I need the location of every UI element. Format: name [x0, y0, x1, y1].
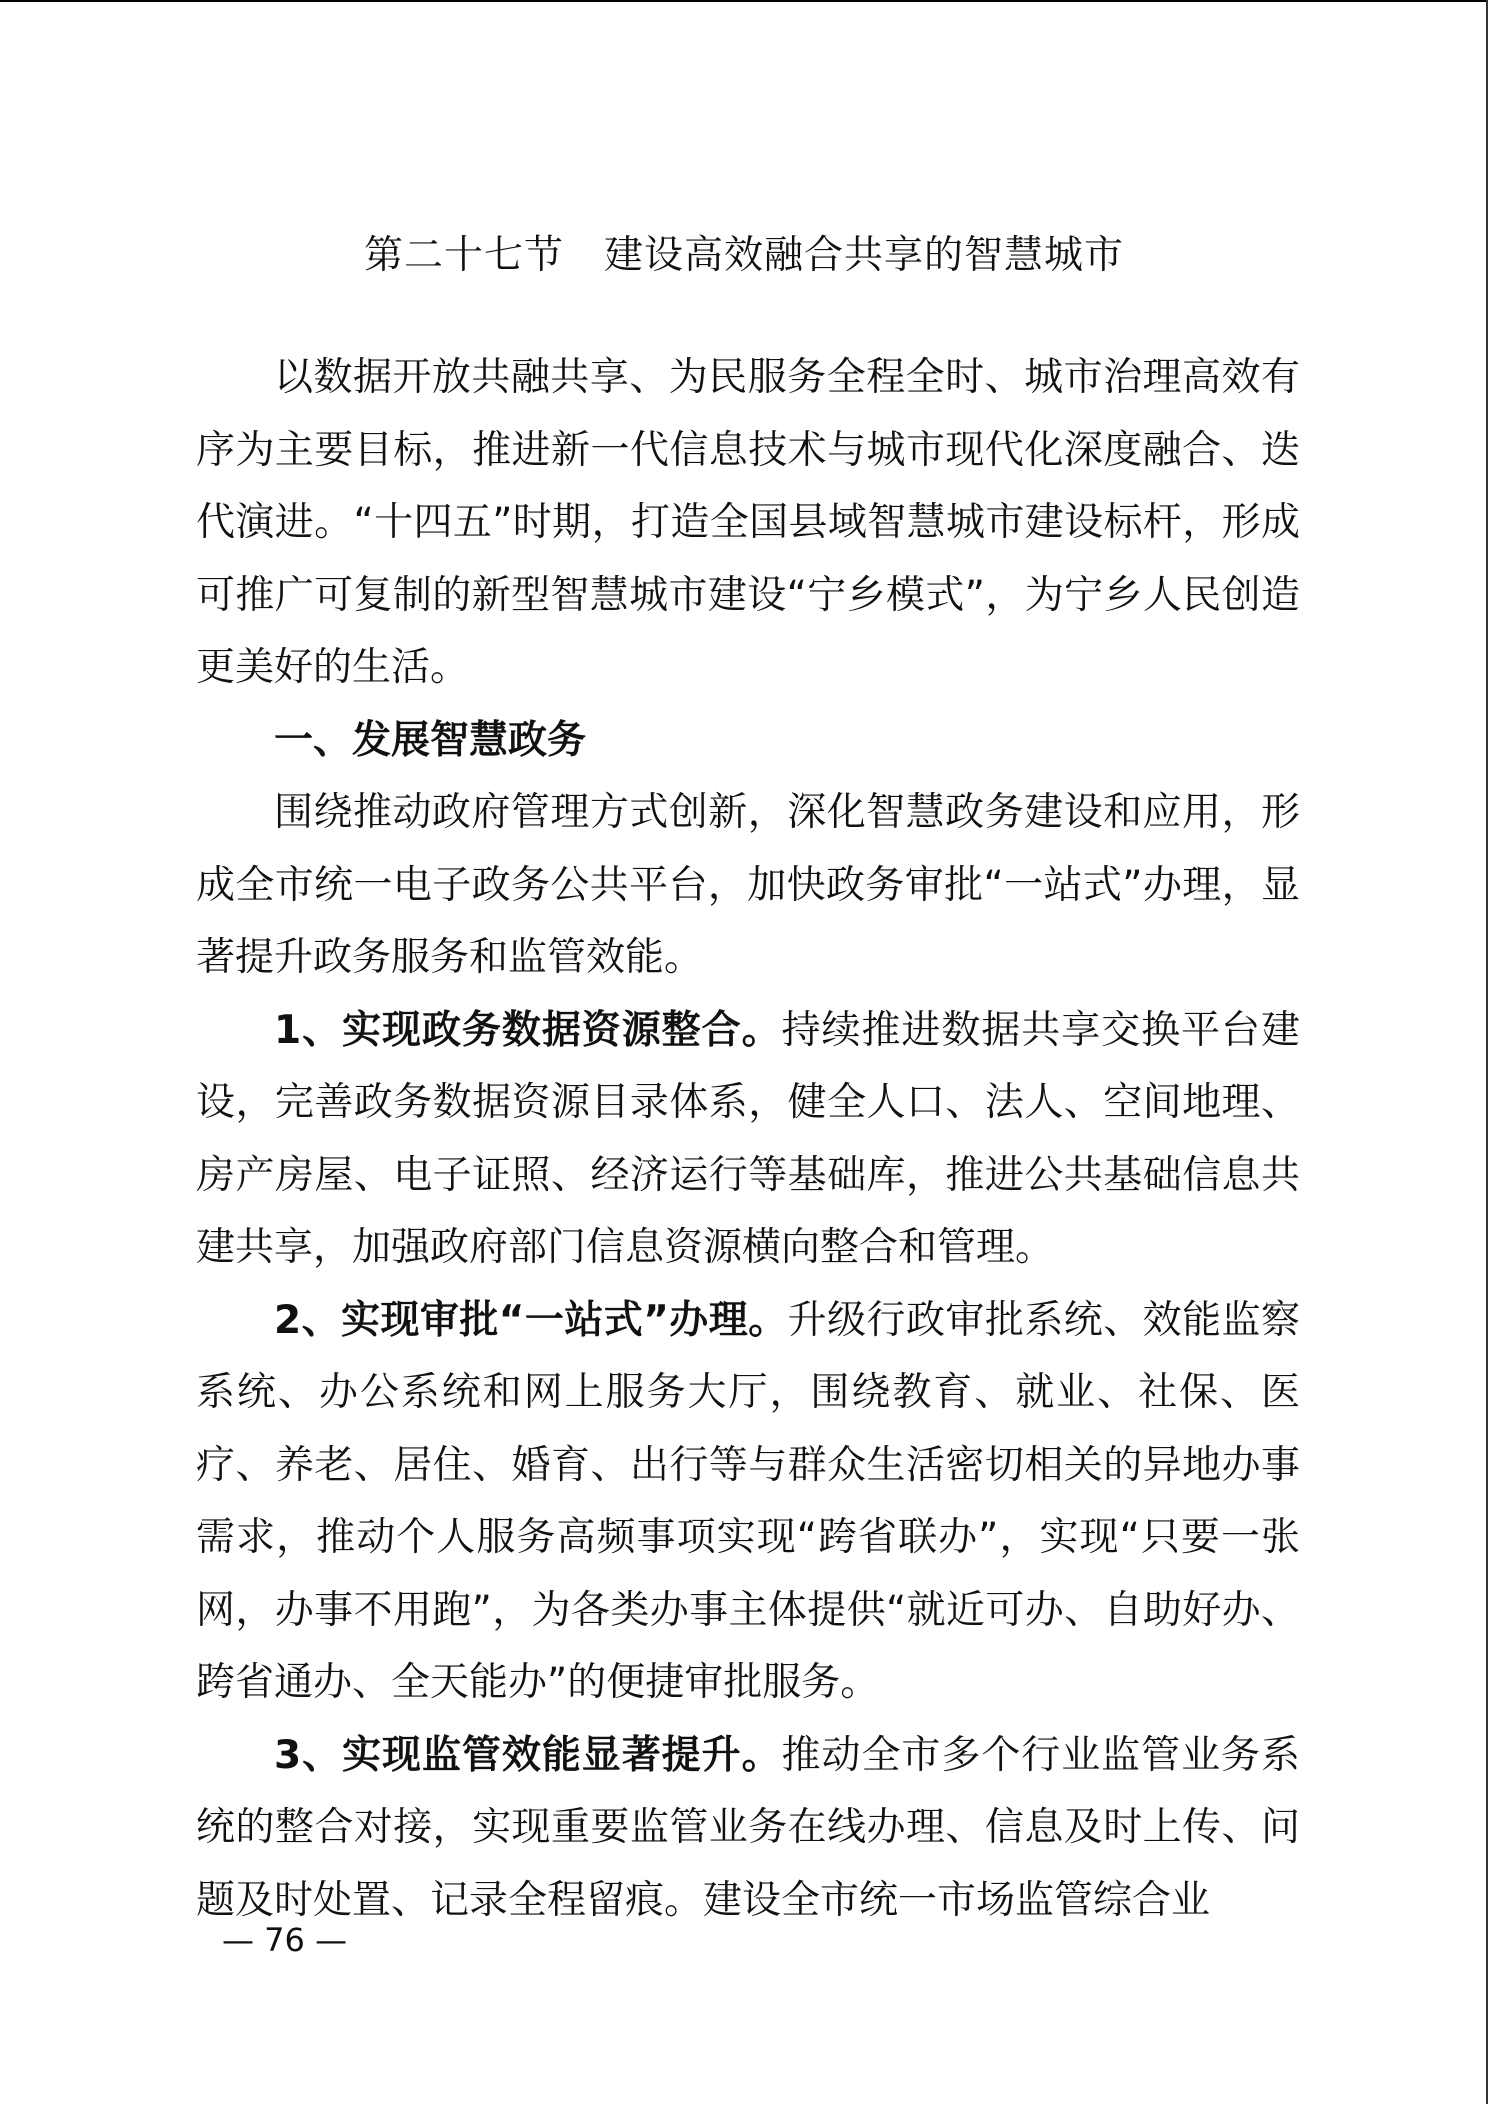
item-paragraph-3	[196, 1720, 1300, 1938]
top-border-line	[0, 0, 1488, 2]
item-text-1: 持续推进数据共享交换平台建设，完善政务数据资源目录体系，健全人口、法人、空间地理、房产房屋、电子证照、经济运行等基础库，推进公共基础信息共建共享，加强政府部门信息资源横向整合和管理。	[196, 1007, 1300, 1270]
item-lead-1: 1、实现政务数据资源整合。	[274, 1007, 782, 1053]
item-lead-2: 2、实现审批“一站式”办理。	[274, 1297, 788, 1343]
item-paragraph-1	[196, 995, 1300, 1285]
section-title: 第二十七节 建设高效融合共享的智慧城市	[363, 233, 1124, 278]
item-text-3: 推动全市多个行业监管业务系统的整合对接，实现重要监管业务在线办理、信息及时上传、问题及时处置、记录全程留痕。建设全市统一市场监管综合业	[196, 1732, 1300, 1923]
item-lead-3: 3、实现监管效能显著提升。	[274, 1732, 782, 1778]
subsection-intro-paragraph: 围绕推动政府管理方式创新，深化智慧政务建设和应用，形成全市统一电子政务公共平台，加快政务审批“一站式”办理，显著提升政务服务和监管效能。	[196, 790, 1300, 980]
subsection-heading: 一、发展智慧政务	[274, 717, 587, 763]
page-number: — 76 —	[222, 1921, 348, 1959]
document-body	[196, 342, 1300, 1937]
item-paragraph-2	[196, 1285, 1300, 1720]
intro-paragraph: 以数据开放共融共享、为民服务全程全时、城市治理高效有序为主要目标，推进新一代信息技术与城市现代化深度融合、迭代演进。“十四五”时期，打造全国县域智慧城市建设标杆，形成可推广可复制的新型智慧城市建设“宁乡模式”，为宁乡人民创造更美好的生活。	[196, 355, 1300, 690]
item-text-2: 升级行政审批系统、效能监察系统、办公系统和网上服务大厅，围绕教育、就业、社保、医疗、养老、居住、婚育、出行等与群众生活密切相关的异地办事需求，推动个人服务高频事项实现“跨省联办”，实现“只要一张网，办事不用跑”，为各类办事主体提供“就近可办、自助好办、跨省通办、全天能办”的便捷审批服务。	[196, 1297, 1300, 1705]
